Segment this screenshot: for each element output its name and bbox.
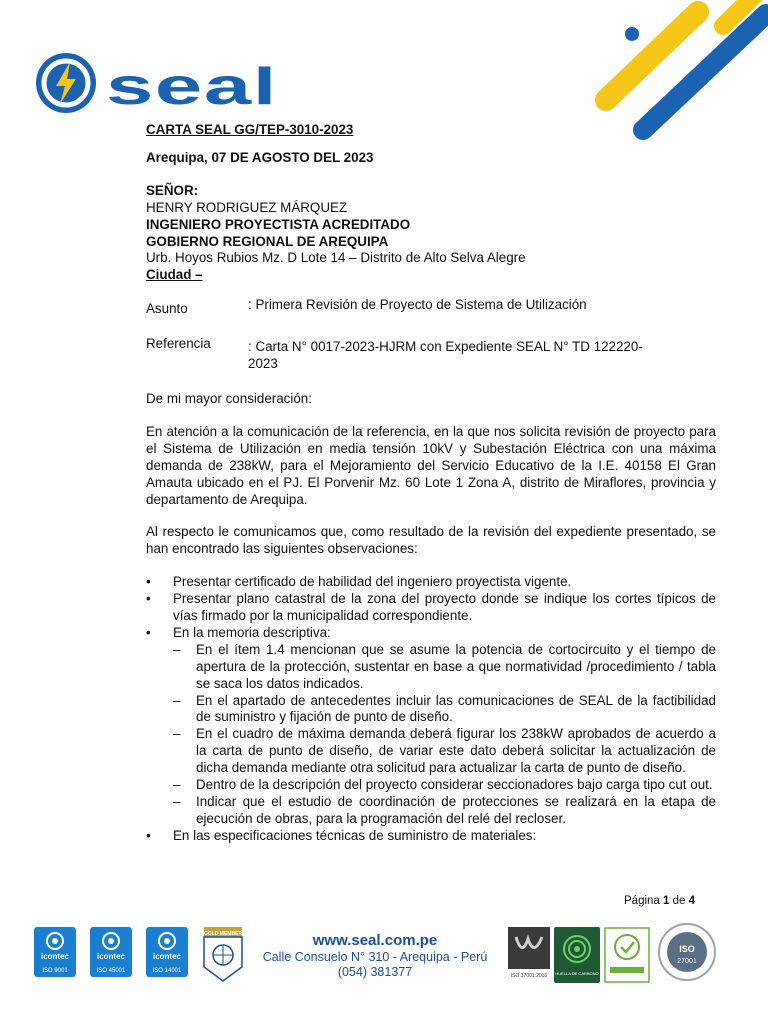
letter-date: Arequipa, 07 DE AGOSTO DEL 2023 [146,149,374,165]
svg-text:ISO 14001: ISO 14001 [152,968,182,974]
iso37001-badge [508,927,550,983]
asunto-value: : Primera Revisión de Proyecto de Sistema de Utilización [248,297,587,313]
svg-text:icontec: icontec [40,952,70,961]
footer-contact [240,932,510,979]
sub-item: – En el cuadro de máxima demanda deberá figurar los 238kW aprobados de acuerdo a la carta de punto de diseño, de variar este dato deberá solicitar la actualización de dicha demanda mediante otra solicitud para actualizar la carta de punto de diseño. [146,726,716,777]
recipient-address: Urb. Hoyos Rubios Mz. D Lote 14 – Distrito de Alto Selva Alegre [146,250,526,266]
gold-member-badge [202,927,244,983]
recipient-position: INGENIERO PROYECTISTA ACREDITADO [146,216,411,232]
svg-text:HUELLA DE CARBONO: HUELLA DE CARBONO [555,971,599,976]
icontec-iso9001-badge [34,927,76,983]
page-number [624,895,695,907]
referencia-value: : Carta N° 0017-2023-HJRM con Expediente SEAL N° TD 122220-2023 [248,339,643,372]
page-prefix: Página [624,895,664,907]
letter-body [146,122,716,845]
recipient-org: GOBIERNO REGIONAL DE AREQUIPA [146,233,389,249]
bullet-item: • En la memoria descriptiva: [146,625,716,642]
referencia-row [146,336,716,373]
huella-carbono-badge [554,927,600,983]
iso27001-seal [656,922,718,982]
bullet-item: • Presentar plano catastral de la zona del proyecto donde se indique los cortes típicos de vías firmado por la municipalidad correspondiente. [146,591,716,625]
svg-text:27001: 27001 [677,958,697,965]
icontec-iso14001-badge [146,927,188,983]
salutation: SEÑOR: [146,182,199,198]
recipient-name: HENRY RODRIGUEZ MÁRQUEZ [146,199,348,215]
footer-address: Calle Consuelo N° 310 - Arequipa - Perú [262,950,488,964]
greeting: De mi mayor consideración: [146,390,312,406]
icontec-iso45001-badge [90,927,132,983]
recipient-city: Ciudad – [146,267,203,283]
sub-item: – Dentro de la descripción del proyecto considerar seccionadores bajo carga tipo cut out. [146,777,716,794]
decorative-stripes [588,0,768,140]
paragraph-2: Al respecto le comunicamos que, como resultado de la revisión del expediente presentado, se han encontrado las siguientes observaciones: [146,524,716,557]
sub-item: – Indicar que el estudio de coordinación de protecciones se realizará en la etapa de ejecución de obras, para la programación del relé del recloser. [146,794,716,828]
bullet-item: • Presentar certificado de habilidad del ingeniero proyectista vigente. [146,574,716,591]
referencia-label: Referencia [146,336,211,352]
asunto-row [146,297,716,318]
svg-text:ISO 9001: ISO 9001 [42,968,68,974]
letter-title: CARTA SEAL GG/TEP-3010-2023 [146,122,354,137]
page-current: 1 [663,895,670,907]
sub-item: – En el ítem 1.4 mencionan que se asume la potencia de cortocircuito y el tiempo de apertura de la protección, sustentar en base a que normatividad /procedimiento / tabla se saca los datos indicados. [146,642,716,693]
svg-text:icontec: icontec [96,952,126,961]
seal-logo [34,52,284,114]
svg-text:ISO 45001: ISO 45001 [96,968,126,974]
svg-text:seal: seal [106,58,278,114]
paragraph-1: En atención a la comunicación de la referencia, en la que nos solicita revisión de proyecto para el Sistema de Utilización en media tensión 10kV y Subestación Eléctrica con una máxima demanda de 238kW, para el Mejoramiento del Servicio Educativo de la I.E. 40158 El Gran Amauta ubicado en el PJ. El Porvenir Mz. 60 Lote 1 Zona A, distrito de Miraflores, provincia y departamento de Arequipa. [146,423,716,507]
page-middle: de [669,895,689,907]
svg-text:icontec: icontec [152,952,182,961]
svg-text:ISO: ISO [679,944,695,954]
footer-phone: (054) 381377 [337,965,413,979]
website-link[interactable]: www.seal.com.pe [312,932,438,949]
svg-text:ISO 37001:2016: ISO 37001:2016 [510,973,548,979]
sub-item: – En el apartado de antecedentes incluir las comunicaciones de SEAL de la factibilidad de suministro y fijación de punto de diseño. [146,693,716,727]
page-total: 4 [688,895,696,907]
certified-company-badge [604,927,650,983]
bullet-item: • En las especificaciones técnicas de suministro de materiales: [146,828,716,845]
svg-text:GOLD MEMBER: GOLD MEMBER [203,931,243,937]
asunto-label: Asunto [146,301,188,317]
